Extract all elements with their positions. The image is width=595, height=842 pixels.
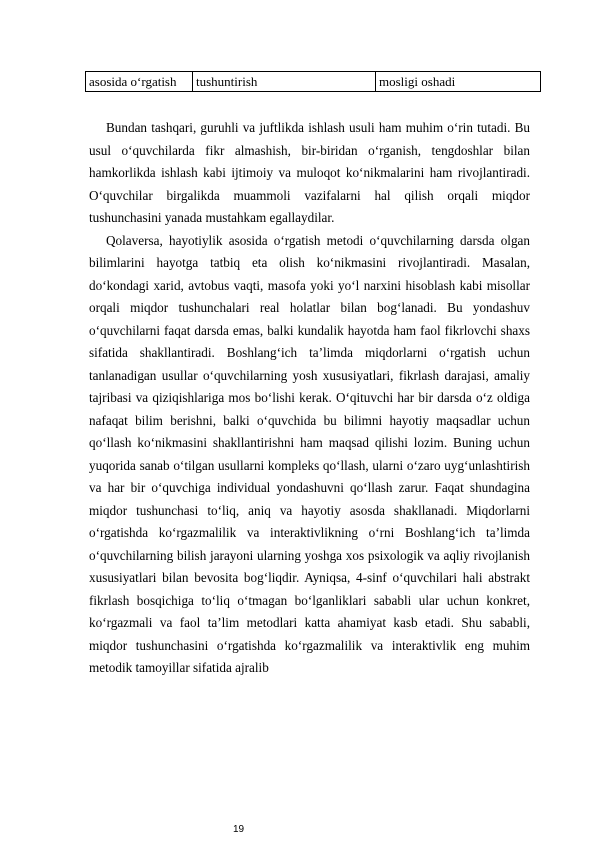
paragraph-life-based-method: Qolaversa, hayotiylik asosida o‘rgatish metodi o‘quvchilarning darsda olgan bilimlarini hayotga tatbiq eta olish ko‘nikmasini rivojlantiradi. Masalan, do‘kondagi xarid, avtobus vaqti, masofa yoki yo‘l narxini hisoblash kabi misollar orqali miqdor tushunchalari real holatlar bilan bog‘lanadi. Bu yondashuv o‘quvchilarni faqat darsda emas, balki kundalik hayotda ham faol fikrlovchi shaxs sifatida shakllantiradi. Boshlang‘ich ta’limda miqdorlarni o‘rgatish uchun tanlanadigan usullar o‘quvchilarning yosh xususiyatlari, fikrlash darajasi, amaliy tajribasi va qiziqishlariga mos bo‘lishi kerak. O‘qituvchi har bir darsda o‘z oldiga nafaqat bilim berishni, balki o‘quvchida bu bilimni hayotiy maqsadlar uchun qo‘llash ko‘nikmasini shakllantirishni ham maqsad qilishi lozim. Buning uchun yuqorida sanab o‘tilgan usullarni kompleks qo‘llash, ularni o‘zaro uyg‘unlashtirish va har bir o‘quvchiga individual yondashuvni qo‘llash zarur. Faqat shundagina miqdor tushunchasi to‘liq, aniq va hayotiy asosda shakllanadi. Miqdorlarni o‘rgatishda ko‘rgazmalilik va interaktivlikning o‘rni Boshlang‘ich ta’limda o‘quvchilarning bilish jarayoni ularning yoshga xos psixologik va aqliy rivojlanish xususiyatlari bilan bevosita bog‘liqdir. Ayniqsa, 4-sinf o‘quvchilari hali abstrakt fikrlash bosqichiga to‘liq o‘tmagan bo‘lganliklari sababli ular uchun konkret, ko‘rgazmali va faol ta’lim metodlari katta ahamiyat kasb etadi. Shu sababli, miqdor tushunchasini o‘rgatishda ko‘rgazmalilik va interaktivlik eng muhim metodik tamoyillar sifatida ajralib xyxy=(89,232,530,675)
methods-table-fragment xyxy=(85,71,541,92)
body-text xyxy=(89,117,530,680)
page-number: 19 xyxy=(233,824,245,835)
paragraph-group-work: Bundan tashqari, guruhli va juftlikda ishlash usuli ham muhim o‘rin tutadi. Bu usul o‘quvchilarda fikr almashish, bir-biridan o‘rganish, tengdoshlar bilan hamkorlikda ishlash kabi ijtimoiy va muloqot ko‘nikmalarini ham rivojlantiradi. O‘quvchilar birgalikda muammoli vazifalarni hal qilish orqali miqdor tushunchasini yanada mustahkam egallaydilar. xyxy=(89,120,530,225)
table-row xyxy=(86,72,541,92)
table-cell-result: mosligi oshadi xyxy=(376,72,541,92)
table-cell-explanation: tushuntirish xyxy=(193,72,376,92)
table-cell-method: asosida o‘rgatish xyxy=(86,72,193,92)
